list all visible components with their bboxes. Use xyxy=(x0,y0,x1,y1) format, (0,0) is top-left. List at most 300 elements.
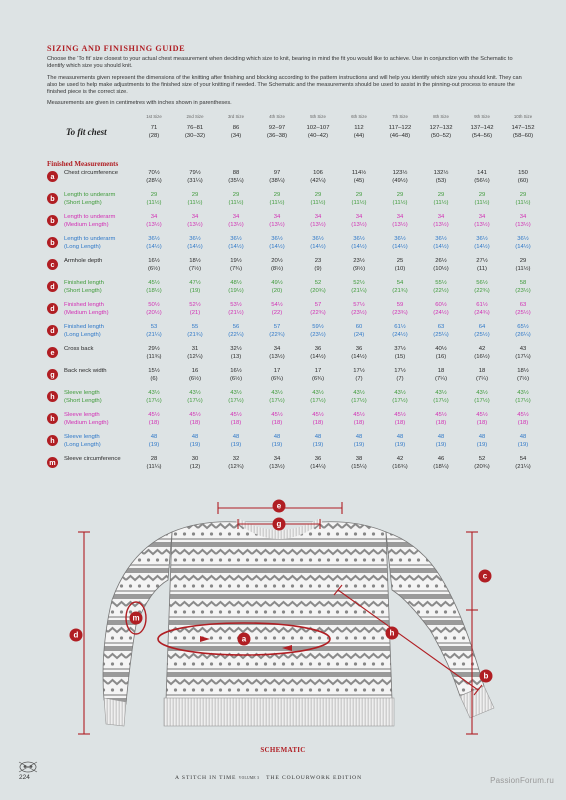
measurement-value: 18 xyxy=(478,367,486,374)
measurement-value-inches: (6½) xyxy=(188,375,202,382)
sweater-hem-rib xyxy=(164,698,394,726)
measurement-value: 45½ xyxy=(517,411,529,418)
to-fit-value-inches: (58–60) xyxy=(512,132,534,139)
marker-d-letter: d xyxy=(73,630,79,640)
measurement-value-inches: (11½) xyxy=(392,199,408,206)
measurement-value-inches: (25¼) xyxy=(433,331,449,338)
measurement-value-inches: (13½) xyxy=(269,221,285,228)
intro-paragraph-3: Measurements are given in centimetres with inches shown in parentheses. xyxy=(47,100,232,107)
measurement-badge: h xyxy=(47,391,58,402)
measurement-value-inches: (19) xyxy=(189,287,201,294)
measurement-value-inches: (10) xyxy=(394,265,406,272)
measurement-value-inches: (11½) xyxy=(515,265,531,272)
measurement-value-inches: (7) xyxy=(355,375,363,382)
measurement-value-inches: (19) xyxy=(394,441,406,448)
measurement-value: 57 xyxy=(314,301,322,308)
measurement-value: 27½ xyxy=(476,257,488,264)
page-title: SIZING AND FINISHING GUIDE xyxy=(47,44,186,53)
measurement-value: 19½ xyxy=(230,257,242,264)
measurement-value: 52 xyxy=(314,279,322,286)
measurement-value: 29 xyxy=(355,191,363,198)
measurement-value-inches: (45) xyxy=(353,177,365,184)
size-header: 6th Size xyxy=(351,113,367,119)
measurement-value: 60 xyxy=(355,323,363,330)
measurement-value: 48 xyxy=(150,433,158,440)
measurement-value-inches: (19) xyxy=(517,441,529,448)
measurement-value: 29 xyxy=(314,191,322,198)
measurement-label: Length to underarm xyxy=(64,235,116,242)
measurement-label: Sleeve length xyxy=(64,433,100,440)
measurement-value: 48 xyxy=(273,433,281,440)
measurement-value: 36 xyxy=(314,345,322,352)
measurement-value-inches: (17½) xyxy=(515,397,531,404)
measurement-value-inches: (13½) xyxy=(474,221,490,228)
measurement-value-inches: (17½) xyxy=(351,397,367,404)
measurement-value: 29 xyxy=(191,191,199,198)
sweater-right-sleeve xyxy=(386,532,484,696)
marker-m-letter: m xyxy=(132,613,140,623)
measurement-value: 57½ xyxy=(353,301,365,308)
measurement-value-inches: (24) xyxy=(353,331,365,338)
measurement-value-inches: (21) xyxy=(189,309,201,316)
measurement-value-inches: (18¼) xyxy=(433,463,449,470)
measurement-value: 36½ xyxy=(148,235,160,242)
measurement-value-inches: (17¼) xyxy=(515,353,531,360)
measurement-value: 141 xyxy=(477,169,487,176)
measurement-value-inches: (11½) xyxy=(310,199,326,206)
measurement-value: 54 xyxy=(396,279,404,286)
measurement-value-inches: (23½) xyxy=(351,309,367,316)
measurement-value: 16 xyxy=(191,367,199,374)
measurement-badge: b xyxy=(47,193,58,204)
measurement-value: 43½ xyxy=(148,389,160,396)
measurement-value-inches: (12) xyxy=(189,463,201,470)
measurement-value-inches: (21¾) xyxy=(187,331,203,338)
measurement-value: 106 xyxy=(313,169,323,176)
to-fit-value: 127–132 xyxy=(429,124,453,131)
to-fit-value-inches: (44) xyxy=(353,132,365,139)
measurement-value: 16½ xyxy=(148,257,160,264)
measurement-value-inches: (14½) xyxy=(310,243,326,250)
measurement-value: 61½ xyxy=(476,301,488,308)
measurement-value-inches: (13½) xyxy=(269,463,285,470)
measurement-value: 61½ xyxy=(394,323,406,330)
measurement-value-inches: (11½) xyxy=(269,199,285,206)
measurement-value: 48 xyxy=(232,433,240,440)
measurement-value-inches: (60) xyxy=(517,177,529,184)
measurement-value: 34 xyxy=(437,213,445,220)
size-header: 2nd Size xyxy=(186,113,204,119)
measurement-value: 43½ xyxy=(394,389,406,396)
measurement-value-inches: (18) xyxy=(148,419,160,426)
measurement-value: 29 xyxy=(150,191,158,198)
measurement-sublabel: (Medium Length) xyxy=(64,419,109,426)
measurement-value: 43½ xyxy=(312,389,324,396)
measurement-value-inches: (18) xyxy=(476,419,488,426)
measurement-label: Sleeve length xyxy=(64,389,100,396)
measurement-value: 25 xyxy=(396,257,404,264)
measurement-sublabel: (Short Length) xyxy=(64,199,102,206)
measurement-value: 56 xyxy=(232,323,240,330)
measurement-value: 52½ xyxy=(189,301,201,308)
to-fit-value: 112 xyxy=(354,124,364,131)
measurement-value-inches: (7) xyxy=(396,375,404,382)
measurement-value-inches: (11½) xyxy=(351,199,367,206)
measurement-value-inches: (8½) xyxy=(270,265,284,272)
measurement-value-inches: (9) xyxy=(314,265,322,272)
measurement-value: 45½ xyxy=(435,411,447,418)
measurement-value-inches: (15) xyxy=(394,353,406,360)
measurement-value-inches: (18) xyxy=(312,419,324,426)
measurement-value: 34 xyxy=(232,213,240,220)
measurement-value: 79½ xyxy=(189,169,201,176)
measurement-value-inches: (23½) xyxy=(515,287,531,294)
measurement-value-inches: (19) xyxy=(435,441,447,448)
measurement-value-inches: (25½) xyxy=(474,331,490,338)
measurement-value: 29½ xyxy=(148,345,160,352)
measurement-value: 23 xyxy=(314,257,322,264)
measurement-value-inches: (38¼) xyxy=(269,177,285,184)
measurement-value: 32 xyxy=(232,455,240,462)
measurement-value: 63 xyxy=(437,323,445,330)
measurement-value: 42 xyxy=(478,345,486,352)
measurement-value: 88 xyxy=(232,169,240,176)
watermark: PassionForum.ru xyxy=(490,776,554,785)
measurement-value: 38 xyxy=(355,455,363,462)
measurement-value: 45½ xyxy=(476,411,488,418)
measurement-value-inches: (16) xyxy=(435,353,447,360)
measurement-value-inches: (23¾) xyxy=(392,309,408,316)
measurement-value: 34 xyxy=(273,345,281,352)
measurement-value-inches: (20) xyxy=(271,287,283,294)
measurement-value-inches: (7¾) xyxy=(229,265,243,272)
measurement-value-inches: (17½) xyxy=(187,397,203,404)
sweater-schematic xyxy=(0,490,566,760)
measurement-badge: a xyxy=(47,171,58,182)
measurement-value-inches: (14½) xyxy=(351,243,367,250)
measurement-value: 55½ xyxy=(435,279,447,286)
sizing-guide xyxy=(47,44,535,512)
size-header: 8th Size xyxy=(433,113,449,119)
measurement-value-inches: (14¼) xyxy=(310,463,326,470)
measurement-value-inches: (11¾) xyxy=(146,353,162,360)
measurement-badge: h xyxy=(47,435,58,446)
measurement-value-inches: (6¾) xyxy=(270,375,284,382)
measurement-value: 123½ xyxy=(392,169,408,176)
measurement-value-inches: (12¾) xyxy=(228,463,244,470)
measurement-value-inches: (24½) xyxy=(433,309,449,316)
measurement-value-inches: (13½) xyxy=(146,221,162,228)
measurement-value: 34 xyxy=(478,213,486,220)
measurement-value: 36½ xyxy=(394,235,406,242)
measurement-value-inches: (11½) xyxy=(433,199,449,206)
measurement-value-inches: (19) xyxy=(476,441,488,448)
measurement-value: 36 xyxy=(355,345,363,352)
measurement-badge: c xyxy=(47,259,58,270)
measurement-value-inches: (14½) xyxy=(392,243,408,250)
measurement-sublabel: (Long Length) xyxy=(64,243,101,250)
measurement-value: 57 xyxy=(273,323,281,330)
measurement-value-inches: (17½) xyxy=(310,397,326,404)
measurement-value: 18½ xyxy=(517,367,529,374)
measurement-value: 34 xyxy=(396,213,404,220)
measurement-value-inches: (31¼) xyxy=(187,177,203,184)
measurement-value-inches: (42¼) xyxy=(310,177,326,184)
measurement-value: 37½ xyxy=(394,345,406,352)
measurement-badge: d xyxy=(47,281,58,292)
measurement-value-inches: (7½) xyxy=(516,375,530,382)
measurement-value: 34 xyxy=(191,213,199,220)
measurement-badge: b xyxy=(47,215,58,226)
measurement-value-inches: (22¾) xyxy=(310,309,326,316)
measurement-value: 34 xyxy=(314,213,322,220)
measurement-value: 132½ xyxy=(433,169,449,176)
measurement-value-inches: (10½) xyxy=(433,265,449,272)
measurement-value: 17½ xyxy=(394,367,406,374)
marker-h-letter: h xyxy=(389,628,395,638)
measurement-value-inches: (14½) xyxy=(146,243,162,250)
measurement-value: 16½ xyxy=(230,367,242,374)
measurement-value: 45½ xyxy=(312,411,324,418)
to-fit-value: 86 xyxy=(232,124,240,131)
schematic-caption: SCHEMATIC xyxy=(260,746,306,754)
measurement-badge: m xyxy=(47,457,58,468)
measurement-value: 150 xyxy=(518,169,528,176)
measurement-value: 53½ xyxy=(230,301,242,308)
measurement-value-inches: (11½) xyxy=(515,199,531,206)
measurement-value-inches: (21¼) xyxy=(146,331,162,338)
measurement-value-inches: (19) xyxy=(312,441,324,448)
measurement-label: Length to underarm xyxy=(64,213,116,220)
measurement-value: 48 xyxy=(396,433,404,440)
measurement-value: 54½ xyxy=(271,301,283,308)
measurement-value: 36½ xyxy=(435,235,447,242)
measurement-value-inches: (12¼) xyxy=(187,353,203,360)
measurement-value: 29 xyxy=(396,191,404,198)
measurement-value-inches: (19) xyxy=(353,441,365,448)
to-fit-value-inches: (54–56) xyxy=(471,132,493,139)
measurement-value-inches: (18) xyxy=(517,419,529,426)
measurement-value: 29 xyxy=(273,191,281,198)
measurement-value: 45½ xyxy=(148,279,160,286)
measurement-value-inches: (14½) xyxy=(310,353,326,360)
measurement-value: 36½ xyxy=(517,235,529,242)
measurement-value: 31 xyxy=(191,345,199,352)
measurement-value-inches: (14½) xyxy=(187,243,203,250)
measurement-value-inches: (7¼) xyxy=(475,375,489,382)
measurement-value: 45½ xyxy=(230,411,242,418)
size-header: 7th Size xyxy=(392,113,408,119)
measurement-value-inches: (25½) xyxy=(515,309,531,316)
measurement-value: 48 xyxy=(314,433,322,440)
measurement-value-inches: (18) xyxy=(435,419,447,426)
size-header: 3rd Size xyxy=(227,113,245,119)
measurement-value-inches: (20¾) xyxy=(474,463,490,470)
measurement-value-inches: (22¾) xyxy=(474,287,490,294)
measurement-label: Finished length xyxy=(64,279,104,286)
measurement-value: 26½ xyxy=(435,257,447,264)
size-header: 10th Size xyxy=(513,113,533,119)
measurement-value: 34 xyxy=(273,213,281,220)
measurement-badge: g xyxy=(47,369,58,380)
measurement-value-inches: (21¼) xyxy=(515,463,531,470)
size-header: 5th Size xyxy=(310,113,326,119)
measurement-value-inches: (20½) xyxy=(146,309,162,316)
measurement-badge: d xyxy=(47,303,58,314)
measurement-value-inches: (13½) xyxy=(392,221,408,228)
measurement-value-inches: (6) xyxy=(150,375,158,382)
measurement-value: 36½ xyxy=(312,235,324,242)
measurement-value: 23½ xyxy=(353,257,365,264)
measurement-sublabel: (Long Length) xyxy=(64,441,101,448)
measurement-value-inches: (11½) xyxy=(228,199,244,206)
to-fit-value: 137–142 xyxy=(470,124,494,131)
measurement-value-inches: (18) xyxy=(271,419,283,426)
to-fit-value: 71 xyxy=(150,124,158,131)
to-fit-value: 92–97 xyxy=(268,124,286,131)
measurement-value: 52½ xyxy=(353,279,365,286)
measurement-value: 55 xyxy=(191,323,199,330)
measurement-value: 59 xyxy=(396,301,404,308)
measurement-value: 52 xyxy=(478,455,486,462)
measurement-value: 50½ xyxy=(148,301,160,308)
measurement-label: Chest circumference xyxy=(64,169,119,176)
measurement-value: 46 xyxy=(437,455,445,462)
measurement-value-inches: (28¼) xyxy=(146,177,162,184)
to-fit-value-inches: (36–38) xyxy=(266,132,288,139)
measurement-value-inches: (11) xyxy=(476,265,488,272)
to-fit-value-inches: (30–32) xyxy=(184,132,206,139)
measurement-label: Sleeve circumference xyxy=(64,455,121,462)
measurement-value-inches: (19) xyxy=(148,441,160,448)
measurement-value: 30 xyxy=(191,455,199,462)
measurement-value-inches: (15¼) xyxy=(351,463,367,470)
measurement-value: 59½ xyxy=(312,323,324,330)
measurement-value: 17½ xyxy=(353,367,365,374)
measurement-value: 17 xyxy=(273,367,281,374)
measurement-value: 54 xyxy=(519,455,527,462)
measurement-value-inches: (18) xyxy=(230,419,242,426)
measurement-value: 48 xyxy=(191,433,199,440)
measurement-value: 47½ xyxy=(189,279,201,286)
measurement-value-inches: (19) xyxy=(271,441,283,448)
measurement-value-inches: (17½) xyxy=(392,397,408,404)
measurement-badge: b xyxy=(47,237,58,248)
intro-paragraph-2: The measurements given represent the dimensions of the knitting after finishing and blocking according to the pattern instructions and will help you identify which size you should knit. They can also be used to help make adjustments to the finished size of your knitting if needed. The Schematic and the measurements should be used to assist in the pinning-out process to ensure the finished piece is the correct size. xyxy=(47,74,522,96)
measurement-value: 36½ xyxy=(230,235,242,242)
measurement-value-inches: (18½) xyxy=(146,287,162,294)
measurement-label: Armhole depth xyxy=(64,257,103,264)
book-title-main: A STITCH IN TIME xyxy=(175,775,237,781)
measurement-value: 53 xyxy=(150,323,158,330)
measurement-value-inches: (13½) xyxy=(228,221,244,228)
skull-ornament-icon xyxy=(17,760,39,774)
measurement-value-inches: (22¾) xyxy=(269,331,285,338)
measurement-value: 45½ xyxy=(148,411,160,418)
measurement-badge: e xyxy=(47,347,58,358)
measurement-value: 48 xyxy=(519,433,527,440)
measurement-value: 43½ xyxy=(189,389,201,396)
measurement-value-inches: (16¾) xyxy=(392,463,408,470)
to-fit-value: 147–152 xyxy=(511,124,535,131)
measurement-value-inches: (11½) xyxy=(474,199,490,206)
to-fit-value-inches: (40–42) xyxy=(307,132,329,139)
measurement-value-inches: (16½) xyxy=(474,353,490,360)
intro-paragraph-1: Choose the ‘To fit’ size closest to your actual chest measurement when deciding which size to knit, bearing in mind the fit you would like to achieve. Use in conjunction with the Schematic to identify which size you should knit. xyxy=(47,56,513,70)
measurement-value-inches: (6½) xyxy=(147,265,161,272)
measurement-value: 63 xyxy=(519,301,527,308)
page-number: 224 xyxy=(19,774,30,781)
measurements-table xyxy=(47,112,535,512)
marker-b-letter: b xyxy=(483,671,489,681)
finished-measurements-title: Finished Measurements xyxy=(47,159,119,168)
measurement-value: 36½ xyxy=(271,235,283,242)
measurement-value: 45½ xyxy=(394,411,406,418)
book-edition: THE COLOURWORK EDITION xyxy=(266,775,363,781)
measurement-value-inches: (18) xyxy=(394,419,406,426)
measurement-value: 32½ xyxy=(230,345,242,352)
measurement-value: 43½ xyxy=(271,389,283,396)
measurement-value-inches: (20¾) xyxy=(310,287,326,294)
size-header: 4th Size xyxy=(269,113,285,119)
measurement-value-inches: (6¾) xyxy=(311,375,325,382)
marker-a-letter: a xyxy=(241,634,247,644)
measurement-value: 34 xyxy=(519,213,527,220)
measurement-value: 70½ xyxy=(148,169,160,176)
to-fit-value-inches: (46–48) xyxy=(389,132,411,139)
measurement-value: 40½ xyxy=(435,345,447,352)
measurement-value-inches: (13½) xyxy=(433,221,449,228)
measurement-value-inches: (13½) xyxy=(351,221,367,228)
to-fit-value: 76–81 xyxy=(186,124,204,131)
measurement-value-inches: (7½) xyxy=(188,265,202,272)
measurement-value: 45½ xyxy=(353,411,365,418)
measurement-value-inches: (14½) xyxy=(269,243,285,250)
measurement-value-inches: (18) xyxy=(353,419,365,426)
measurement-label: Finished length xyxy=(64,323,104,330)
measurement-value: 36½ xyxy=(476,235,488,242)
measurement-value: 43 xyxy=(519,345,527,352)
measurement-sublabel: (Long Length) xyxy=(64,331,101,338)
measurement-label: Finished length xyxy=(64,301,104,308)
measurement-value-inches: (35¼) xyxy=(228,177,244,184)
book-volume: VOLUME 3 xyxy=(238,776,260,780)
measurement-value: 58 xyxy=(519,279,527,286)
measurement-value: 56½ xyxy=(476,279,488,286)
measurement-value: 114½ xyxy=(351,169,367,176)
measurement-value: 34 xyxy=(150,213,158,220)
measurement-value: 45½ xyxy=(271,411,283,418)
size-header: 9th Size xyxy=(474,113,490,119)
measurement-value: 48 xyxy=(478,433,486,440)
measurement-value-inches: (19) xyxy=(230,441,242,448)
to-fit-value-inches: (28) xyxy=(148,132,160,139)
measurement-value-inches: (11½) xyxy=(187,199,203,206)
measurement-value-inches: (22½) xyxy=(433,287,449,294)
measurement-value-inches: (17½) xyxy=(228,397,244,404)
measurement-value: 34 xyxy=(355,213,363,220)
measurement-value: 60½ xyxy=(435,301,447,308)
measurement-value-inches: (56½) xyxy=(474,177,490,184)
measurement-value: 29 xyxy=(519,257,527,264)
measurement-value: 18 xyxy=(437,367,445,374)
measurement-value: 43½ xyxy=(517,389,529,396)
measurement-value-inches: (13½) xyxy=(515,221,531,228)
measurement-value: 48 xyxy=(437,433,445,440)
measurement-value: 42 xyxy=(396,455,404,462)
measurement-value: 64 xyxy=(478,323,486,330)
measurement-value: 18½ xyxy=(189,257,201,264)
